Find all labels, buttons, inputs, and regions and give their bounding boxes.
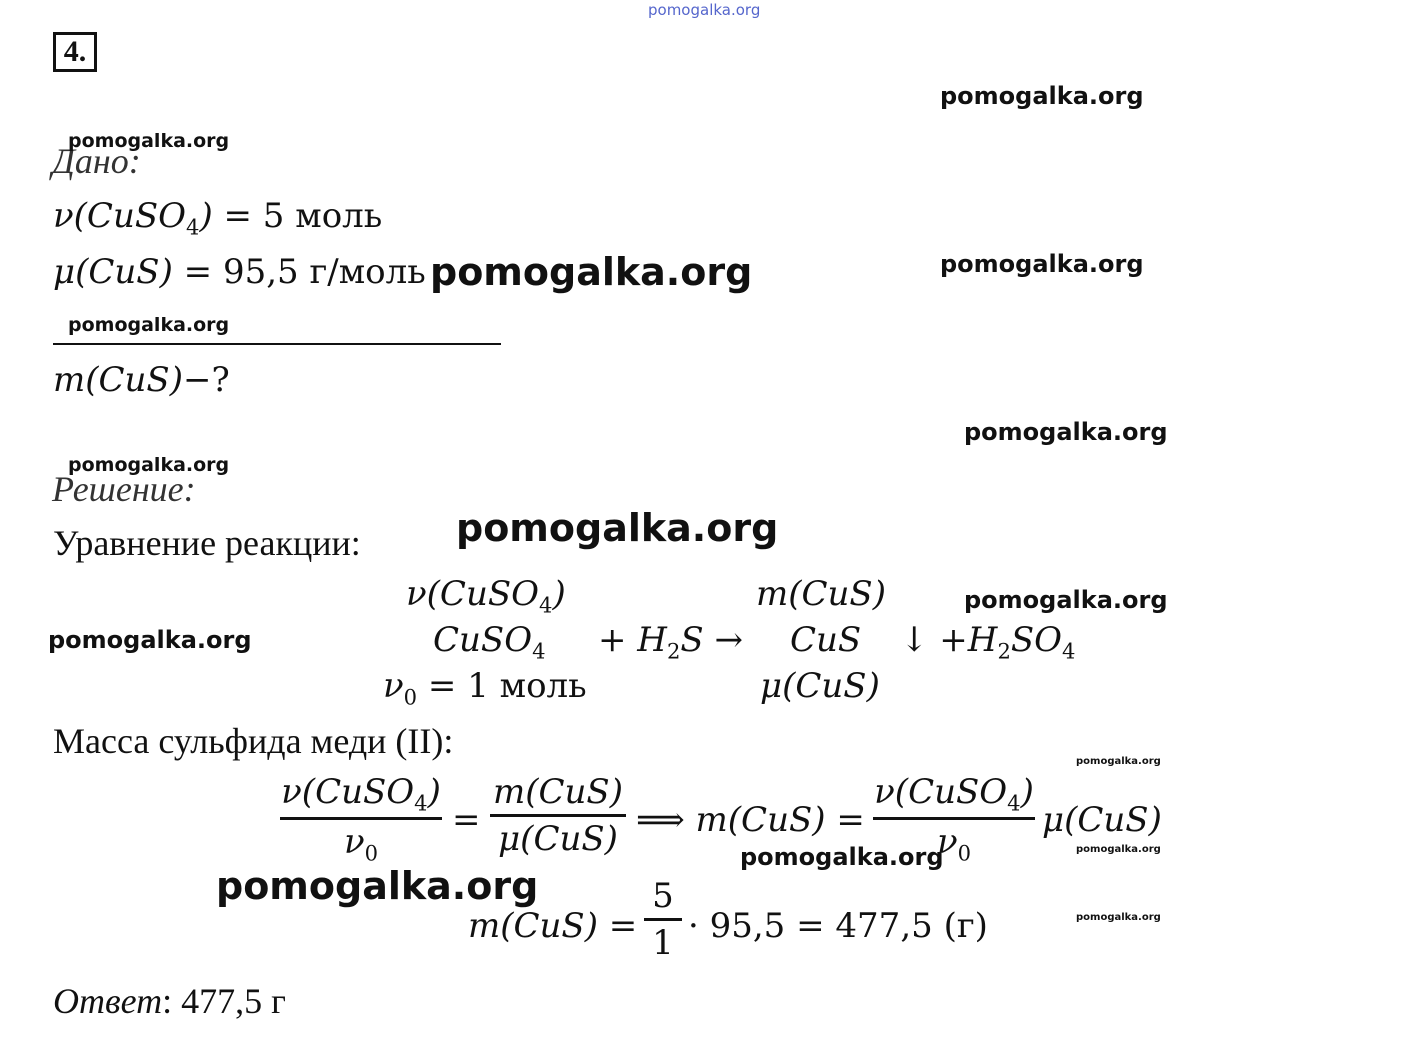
calc-lhs: m(CuS) = — [468, 906, 638, 946]
proportion-equals: = — [452, 800, 481, 840]
proportion-fraction-2 — [490, 772, 626, 859]
watermark: pomogalka.org — [940, 250, 1144, 278]
answer-line — [53, 980, 286, 1022]
watermark: pomogalka.org — [940, 82, 1144, 110]
mass-label: Масса сульфида меди (II): — [53, 721, 454, 761]
reaction-above-left: ν(CuSO$_4$) — [406, 574, 566, 618]
answer-value: : 477,5 г — [162, 981, 286, 1021]
fraction-bar — [280, 817, 442, 820]
fraction-bar — [644, 918, 682, 921]
given-divider — [53, 343, 501, 345]
task-number: 4. — [53, 32, 97, 72]
watermark: pomogalka.org — [68, 314, 230, 336]
given-line-2 — [53, 252, 426, 292]
proportion-fraction-2-num: m(CuS) — [493, 772, 623, 812]
given-line-2-lhs: μ(CuS) — [53, 252, 173, 292]
reaction-plus-h2s: + $H_2S$ → — [598, 620, 743, 664]
calc-fraction-den: 1 — [652, 923, 674, 963]
proportion-fraction-2-den: μ(CuS) — [498, 819, 618, 859]
reaction-below-left: $\nu_0 = 1$ моль — [383, 666, 587, 710]
watermark: pomogalka.org — [1076, 912, 1161, 923]
given-heading: Дано: — [52, 141, 141, 181]
watermark: pomogalka.org — [48, 626, 252, 654]
given-line-1-lhs: ν(CuSO$_4$) — [53, 196, 213, 240]
watermark: pomogalka.org — [740, 843, 944, 871]
reaction-product-cus: CuS — [790, 620, 862, 660]
proportion-fraction-3-den: $\nu_0$ — [936, 822, 972, 866]
proportion-tail: μ(CuS) — [1042, 800, 1162, 840]
calc-fraction — [644, 876, 682, 963]
find-lhs: m(CuS) — [53, 360, 183, 400]
proportion-fraction-1-den: $\nu_0$ — [343, 822, 379, 866]
proportion-fraction-3-num: ν(CuSO$_4$) — [874, 772, 1034, 816]
watermark: pomogalka.org — [430, 250, 753, 294]
find-line — [53, 360, 230, 400]
given-line-1-rhs: = 5 моль — [223, 196, 383, 236]
given-line-1 — [53, 196, 382, 239]
watermark: pomogalka.org — [68, 454, 230, 476]
fraction-bar — [873, 817, 1035, 820]
watermark: pomogalka.org — [1076, 756, 1161, 767]
answer-label: Ответ — [53, 981, 163, 1021]
watermark: pomogalka.org — [68, 130, 230, 152]
watermark-top: pomogalka.org — [648, 1, 761, 19]
proportion-fraction-1-num: ν(CuSO$_4$) — [281, 772, 441, 816]
calc-fraction-num: 5 — [652, 876, 674, 916]
given-line-2-rhs: = 95,5 г/моль — [183, 252, 426, 292]
reaction-reactant-cuso4: CuSO$_4$ — [433, 620, 546, 664]
calc-rest: · 95,5 = 477,5 (г) — [688, 906, 988, 946]
watermark: pomogalka.org — [964, 586, 1168, 614]
fraction-bar — [490, 814, 626, 817]
reaction-label: Уравнение реакции: — [53, 523, 361, 563]
reaction-above-right: m(CuS) — [756, 574, 886, 614]
watermark: pomogalka.org — [216, 864, 539, 908]
watermark: pomogalka.org — [1076, 844, 1161, 855]
proportion-fraction-1 — [280, 772, 442, 866]
proportion-implies: ⟹ m(CuS) = — [636, 800, 865, 840]
solution-heading: Решение: — [52, 469, 196, 509]
reaction-below-right: μ(CuS) — [760, 666, 880, 706]
find-rhs: −? — [182, 360, 230, 400]
watermark: pomogalka.org — [964, 418, 1168, 446]
reaction-product-rest: ↓ $+H_2SO_4$ — [900, 620, 1076, 664]
watermark: pomogalka.org — [456, 506, 779, 550]
